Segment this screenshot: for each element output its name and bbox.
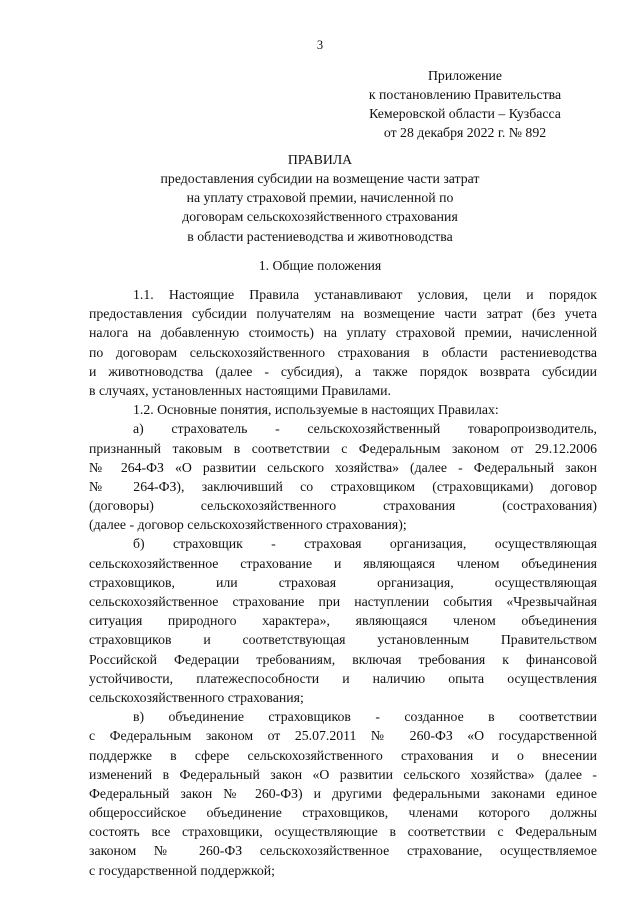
- body-line: б) страховщик - страховая организация, осуществляющая: [133, 536, 597, 552]
- rules-subtitle-line: договорам сельскохозяйственного страхования: [182, 209, 458, 225]
- body-line: Федеральный закон № 260-ФЗ) и другими федеральными законами единое: [89, 785, 597, 801]
- annex-block: [340, 66, 590, 142]
- body-line: законом № 260-ФЗ сельскохозяйственное страхование, осуществляемое: [89, 843, 597, 859]
- body-line: сельскохозяйственного страхования;: [89, 689, 304, 705]
- rules-title: ПРАВИЛА: [287, 152, 353, 167]
- body-line: изменений в Федеральный закон «О развитии сельского хозяйства» (далее -: [89, 766, 597, 782]
- body-line: и животноводства (далее - субсидия), а также порядок возврата субсидии: [89, 363, 597, 379]
- body-line: страховщиков и соответствующая установленным Правительством: [89, 632, 597, 648]
- rules-subtitle-line: в области растениеводства и животноводства: [187, 228, 453, 244]
- section-title: 1. Общие положения: [258, 258, 382, 273]
- body-line: предоставления субсидии получателям на возмещение части затрат (без учета: [89, 306, 597, 322]
- body-line: сельскохозяйственное страхование и являющаяся членом объединения: [89, 555, 597, 571]
- body-line: № 264-ФЗ «О развитии сельского хозяйства» (далее - Федеральный закон: [89, 459, 597, 475]
- body-line: состоять все страховщики, осуществляющие в соответствии с Федеральным: [89, 824, 597, 840]
- body-line: устойчивости, платежеспособности и наличию опыта осуществления: [89, 670, 597, 686]
- body-text: [89, 285, 597, 880]
- body-line: 1.1. Настоящие Правила устанавливают условия, цели и порядок: [133, 287, 597, 302]
- body-line: в) объединение страховщиков - созданное в соответствии: [133, 709, 597, 725]
- body-line: Российской Федерации требованиям, включая требования к финансовой: [89, 651, 597, 667]
- body-line: по договорам сельскохозяйственного страхования в области растениеводства: [89, 344, 597, 360]
- annex-line: Приложение: [427, 68, 503, 83]
- body-line: с Федеральным законом от 25.07.2011 № 260-ФЗ «О государственной: [89, 728, 597, 744]
- rules-subtitle: [120, 169, 520, 246]
- body-line: страховщиков, или страховая организация, осуществляющая: [89, 574, 597, 590]
- rules-subtitle-line: предоставления субсидии на возмещение части затрат: [160, 171, 480, 186]
- body-line: (далее - договор сельскохозяйственного страхования);: [89, 517, 407, 533]
- body-line: с государственной поддержкой;: [89, 862, 275, 878]
- rules-subtitle-line: на уплату страховой премии, начисленной по: [186, 190, 454, 206]
- body-line: ситуация природного характера», являющаяся членом объединения: [89, 613, 597, 629]
- body-line: поддержке в сфере сельскохозяйственного страхования и о внесении: [89, 747, 597, 763]
- annex-line: от 28 декабря 2022 г. № 892: [383, 125, 547, 140]
- body-line: (договоры) сельскохозяйственного страхования (сострахования): [89, 498, 597, 514]
- body-line: № 264-ФЗ), заключивший со страховщиком (страховщиками) договор: [89, 478, 597, 494]
- annex-line: Кемеровской области – Кузбасса: [369, 106, 561, 121]
- body-line: в случаях, установленных настоящими Правилами.: [89, 382, 391, 398]
- body-line: сельскохозяйственное страхование при наступлении события «Чрезвычайная: [89, 594, 597, 609]
- body-line: общероссийское объединение страховщиков, членами которого должны: [89, 805, 597, 821]
- body-line: 1.2. Основные понятия, используемые в настоящих Правилах:: [133, 402, 499, 418]
- body-line: налога на добавленную стоимость) на уплату страховой премии, начисленной: [89, 325, 597, 341]
- body-line: а) страхователь - сельскохозяйственный товаропроизводитель,: [133, 421, 597, 437]
- body-line: признанный таковым в соответствии с Федеральным законом от 29.12.2006: [89, 440, 597, 456]
- annex-line: к постановлению Правительства: [368, 87, 562, 102]
- page-number: 3: [316, 38, 324, 52]
